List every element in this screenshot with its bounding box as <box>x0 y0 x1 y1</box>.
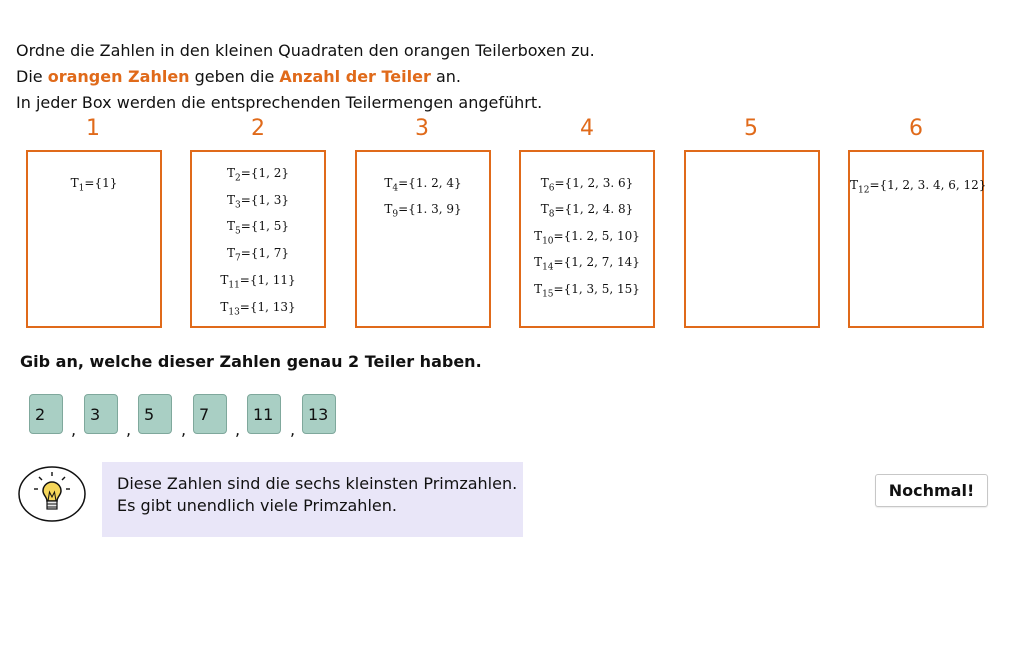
set-index: 15 <box>542 289 554 300</box>
set-index: 14 <box>542 262 554 273</box>
set-value: ={1, 5} <box>240 219 289 233</box>
set-symbol: T <box>220 300 229 314</box>
divisor-box-4[interactable] <box>519 150 655 328</box>
box-label-5: 5 <box>744 116 758 141</box>
set-index: 11 <box>228 280 240 291</box>
set-index: 12 <box>858 185 870 196</box>
set-symbol: T <box>384 202 393 216</box>
set-value: ={1. 2, 4} <box>398 176 462 190</box>
set-index: 8 <box>548 209 555 220</box>
number-chip[interactable]: 3 <box>84 394 118 434</box>
divisor-set <box>192 219 324 236</box>
set-value: ={1, 7} <box>240 246 289 260</box>
box-label-6: 6 <box>909 116 923 141</box>
set-symbol: T <box>534 255 543 269</box>
set-symbol: T <box>227 246 236 260</box>
text-fragment: an. <box>430 67 461 86</box>
set-value: ={1, 13} <box>239 300 296 314</box>
instruction-line-2 <box>16 64 595 90</box>
lightbulb-icon[interactable] <box>17 465 87 523</box>
divisor-set <box>521 255 653 272</box>
divisor-box-3[interactable] <box>355 150 491 328</box>
set-value: ={1, 2, 7, 14} <box>553 255 640 269</box>
set-symbol: T <box>540 202 549 216</box>
number-chip[interactable]: 7 <box>193 394 227 434</box>
separator-comma: , <box>126 420 132 439</box>
set-index: 3 <box>235 200 241 211</box>
separator-comma: , <box>290 420 296 439</box>
set-symbol: T <box>70 176 79 190</box>
box-label-3: 3 <box>415 116 429 141</box>
text-fragment: geben die <box>189 67 280 86</box>
set-index: 5 <box>235 226 241 237</box>
set-symbol: T <box>220 273 229 287</box>
set-value: ={1, 2, 3. 4, 6, 12} <box>869 178 987 192</box>
divisor-set <box>28 176 160 193</box>
set-value: ={1. 2, 5, 10} <box>553 229 640 243</box>
text-fragment: Die <box>16 67 48 86</box>
divisor-box-1[interactable] <box>26 150 162 328</box>
set-value: ={1, 3, 5, 15} <box>553 282 640 296</box>
divisor-box-5[interactable] <box>684 150 820 328</box>
divisor-set <box>192 166 324 183</box>
set-symbol: T <box>227 219 236 233</box>
number-chip[interactable]: 13 <box>302 394 336 434</box>
box-label-4: 4 <box>580 116 594 141</box>
set-value: ={1, 3} <box>240 193 289 207</box>
set-index: 9 <box>392 209 399 220</box>
set-value: ={1} <box>84 176 118 190</box>
box-label-2: 2 <box>251 116 265 141</box>
hint-line-1: Diese Zahlen sind die sechs kleinsten Primzahlen. <box>117 474 518 493</box>
divisor-set <box>192 193 324 210</box>
divisor-box-2[interactable] <box>190 150 326 328</box>
number-chip[interactable]: 2 <box>29 394 63 434</box>
divisor-set <box>192 273 324 290</box>
hint-box <box>102 462 523 537</box>
instruction-line-3: In jeder Box werden die entsprechenden Teilermengen angeführt. <box>16 93 543 112</box>
instruction-line-1: Ordne die Zahlen in den kleinen Quadraten den orangen Teilerboxen zu. <box>16 41 595 60</box>
set-value: ={1, 2} <box>240 166 289 180</box>
number-chip[interactable]: 5 <box>138 394 172 434</box>
number-chip[interactable]: 11 <box>247 394 281 434</box>
set-index: 13 <box>228 307 240 318</box>
divisor-set <box>357 176 489 193</box>
set-value: ={1, 11} <box>239 273 296 287</box>
divisor-box-6[interactable] <box>848 150 987 328</box>
set-index: 2 <box>235 173 241 184</box>
box-label-1: 1 <box>86 116 100 141</box>
set-symbol: T <box>534 229 543 243</box>
separator-comma: , <box>71 420 77 439</box>
divisor-set <box>192 246 324 263</box>
set-value: ={1. 3, 9} <box>398 202 462 216</box>
again-button[interactable]: Nochmal! <box>875 474 988 507</box>
set-value: ={1, 2, 4. 8} <box>554 202 634 216</box>
hint-line-2: Es gibt unendlich viele Primzahlen. <box>117 496 397 515</box>
set-symbol: T <box>384 176 393 190</box>
set-index: 6 <box>548 183 555 194</box>
highlight-orange-numbers: orangen Zahlen <box>47 67 190 86</box>
set-value: ={1, 2, 3. 6} <box>554 176 634 190</box>
divisor-set <box>192 300 324 317</box>
set-symbol: T <box>534 282 543 296</box>
separator-comma: , <box>181 420 187 439</box>
divisor-set <box>357 202 489 219</box>
divisor-set <box>521 282 653 299</box>
set-symbol: T <box>540 176 549 190</box>
divisor-set <box>850 178 987 196</box>
divisor-set <box>521 229 653 246</box>
set-index: 7 <box>235 253 241 264</box>
set-index: 10 <box>542 236 554 247</box>
question-text: Gib an, welche dieser Zahlen genau 2 Teiler haben. <box>20 352 482 371</box>
divisor-set <box>521 202 653 219</box>
separator-comma: , <box>235 420 241 439</box>
divisor-set <box>521 176 653 193</box>
highlight-divisor-count: Anzahl der Teiler <box>279 67 431 86</box>
instructions <box>16 38 595 116</box>
set-symbol: T <box>850 178 859 192</box>
set-symbol: T <box>227 193 236 207</box>
set-index: 1 <box>78 183 85 194</box>
set-symbol: T <box>227 166 236 180</box>
set-index: 4 <box>392 183 399 194</box>
